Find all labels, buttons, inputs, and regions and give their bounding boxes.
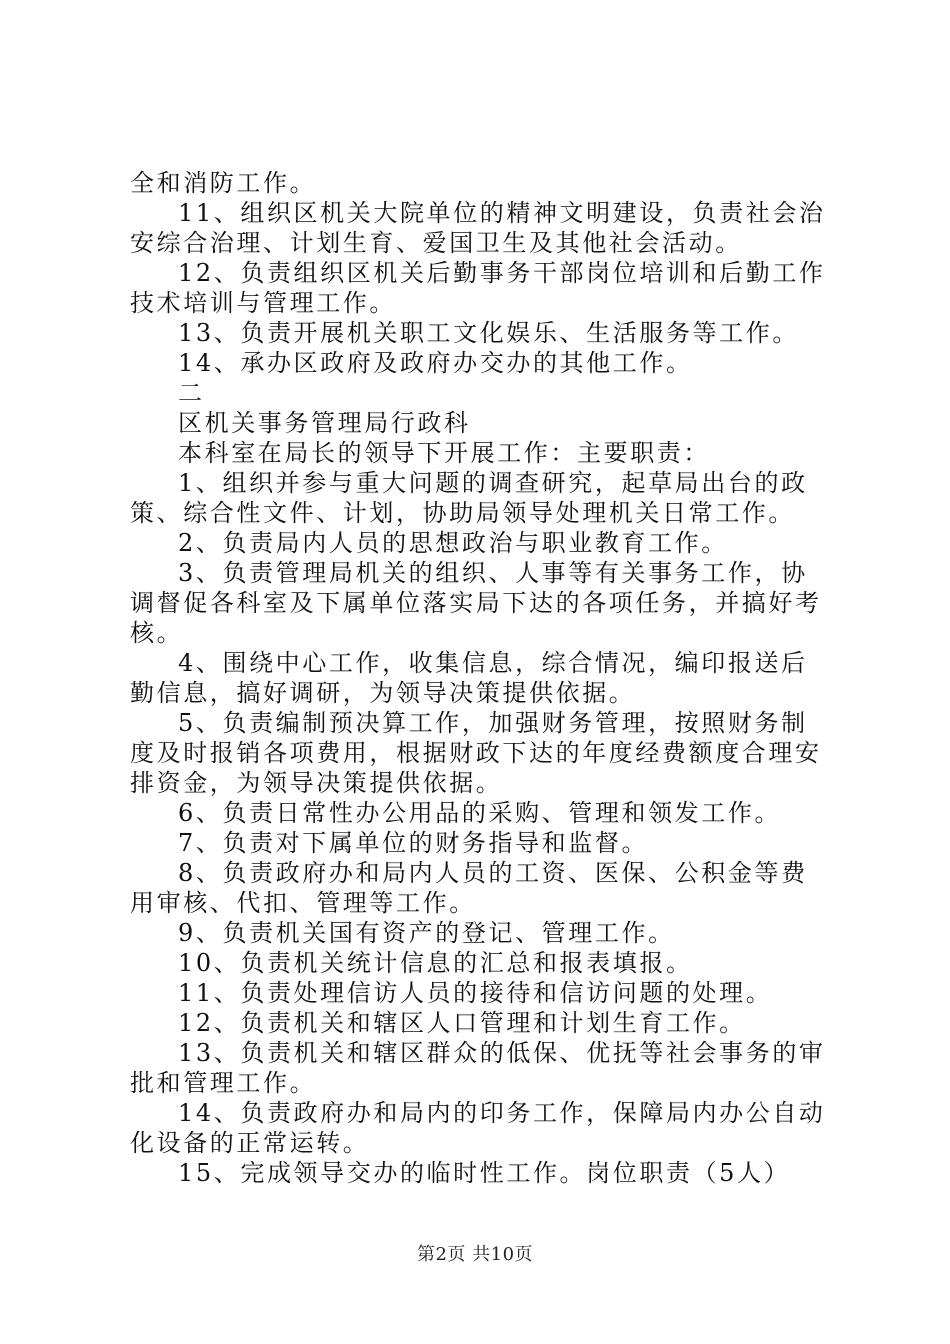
document-body — [130, 168, 830, 1188]
paragraph: 全和消防工作。 — [130, 169, 317, 197]
paragraph: 7、负责对下属单位的财务指导和监督。 — [178, 829, 649, 857]
paragraph: 13、负责机关和辖区群众的低保、优抚等社会事务的审批和管理工作。 — [130, 1039, 826, 1097]
section-number: 二 — [178, 379, 205, 407]
paragraph: 9、负责机关国有资产的登记、管理工作。 — [178, 919, 675, 947]
paragraph: 12、负责机关和辖区人口管理和计划生育工作。 — [178, 1009, 746, 1037]
paragraph: 5、负责编制预决算工作，加强财务管理，按照财务制度及时报销各项费用，根据财政下达的年度经费额度合理安排资金，为领导决策提供依据。 — [130, 709, 822, 797]
paragraph: 3、负责管理局机关的组织、人事等有关事务工作，协调督促各科室及下属单位落实局下达的各项任务，并搞好考核。 — [130, 559, 822, 647]
paragraph: 14、负责政府办和局内的印务工作，保障局内办公自动化设备的正常运转。 — [130, 1099, 826, 1157]
section-title: 区机关事务管理局行政科 — [178, 409, 471, 437]
paragraph: 4、围绕中心工作，收集信息，综合情况，编印报送后勤信息，搞好调研，为领导决策提供依据。 — [130, 649, 808, 707]
paragraph: 11、负责处理信访人员的接待和信访问题的处理。 — [178, 979, 773, 1007]
paragraph: 14、承办区政府及政府办交办的其他工作。 — [178, 349, 693, 377]
paragraph: 15、完成领导交办的临时性工作。岗位职责（5人） — [178, 1159, 791, 1187]
paragraph: 12、负责组织区机关后勤事务干部岗位培训和后勤工作技术培训与管理工作。 — [130, 259, 826, 317]
paragraph: 1、组织并参与重大问题的调查研究，起草局出台的政策、综合性文件、计划，协助局领导处理机关日常工作。 — [130, 469, 808, 527]
paragraph: 2、负责局内人员的思想政治与职业教育工作。 — [178, 529, 728, 557]
page-footer: 第2页 共10页 — [416, 1244, 534, 1265]
paragraph: 10、负责机关统计信息的汇总和报表填报。 — [178, 949, 693, 977]
paragraph: 13、负责开展机关职工文化娱乐、生活服务等工作。 — [178, 319, 799, 347]
paragraph: 8、负责政府办和局内人员的工资、医保、公积金等费用审核、代扣、管理等工作。 — [130, 859, 808, 917]
paragraph: 本科室在局长的领导下开展工作：主要职责： — [178, 439, 710, 467]
paragraph: 11、组织区机关大院单位的精神文明建设，负责社会治安综合治理、计划生育、爱国卫生及其他社会活动。 — [130, 199, 826, 257]
paragraph: 6、负责日常性办公用品的采购、管理和领发工作。 — [178, 799, 782, 827]
